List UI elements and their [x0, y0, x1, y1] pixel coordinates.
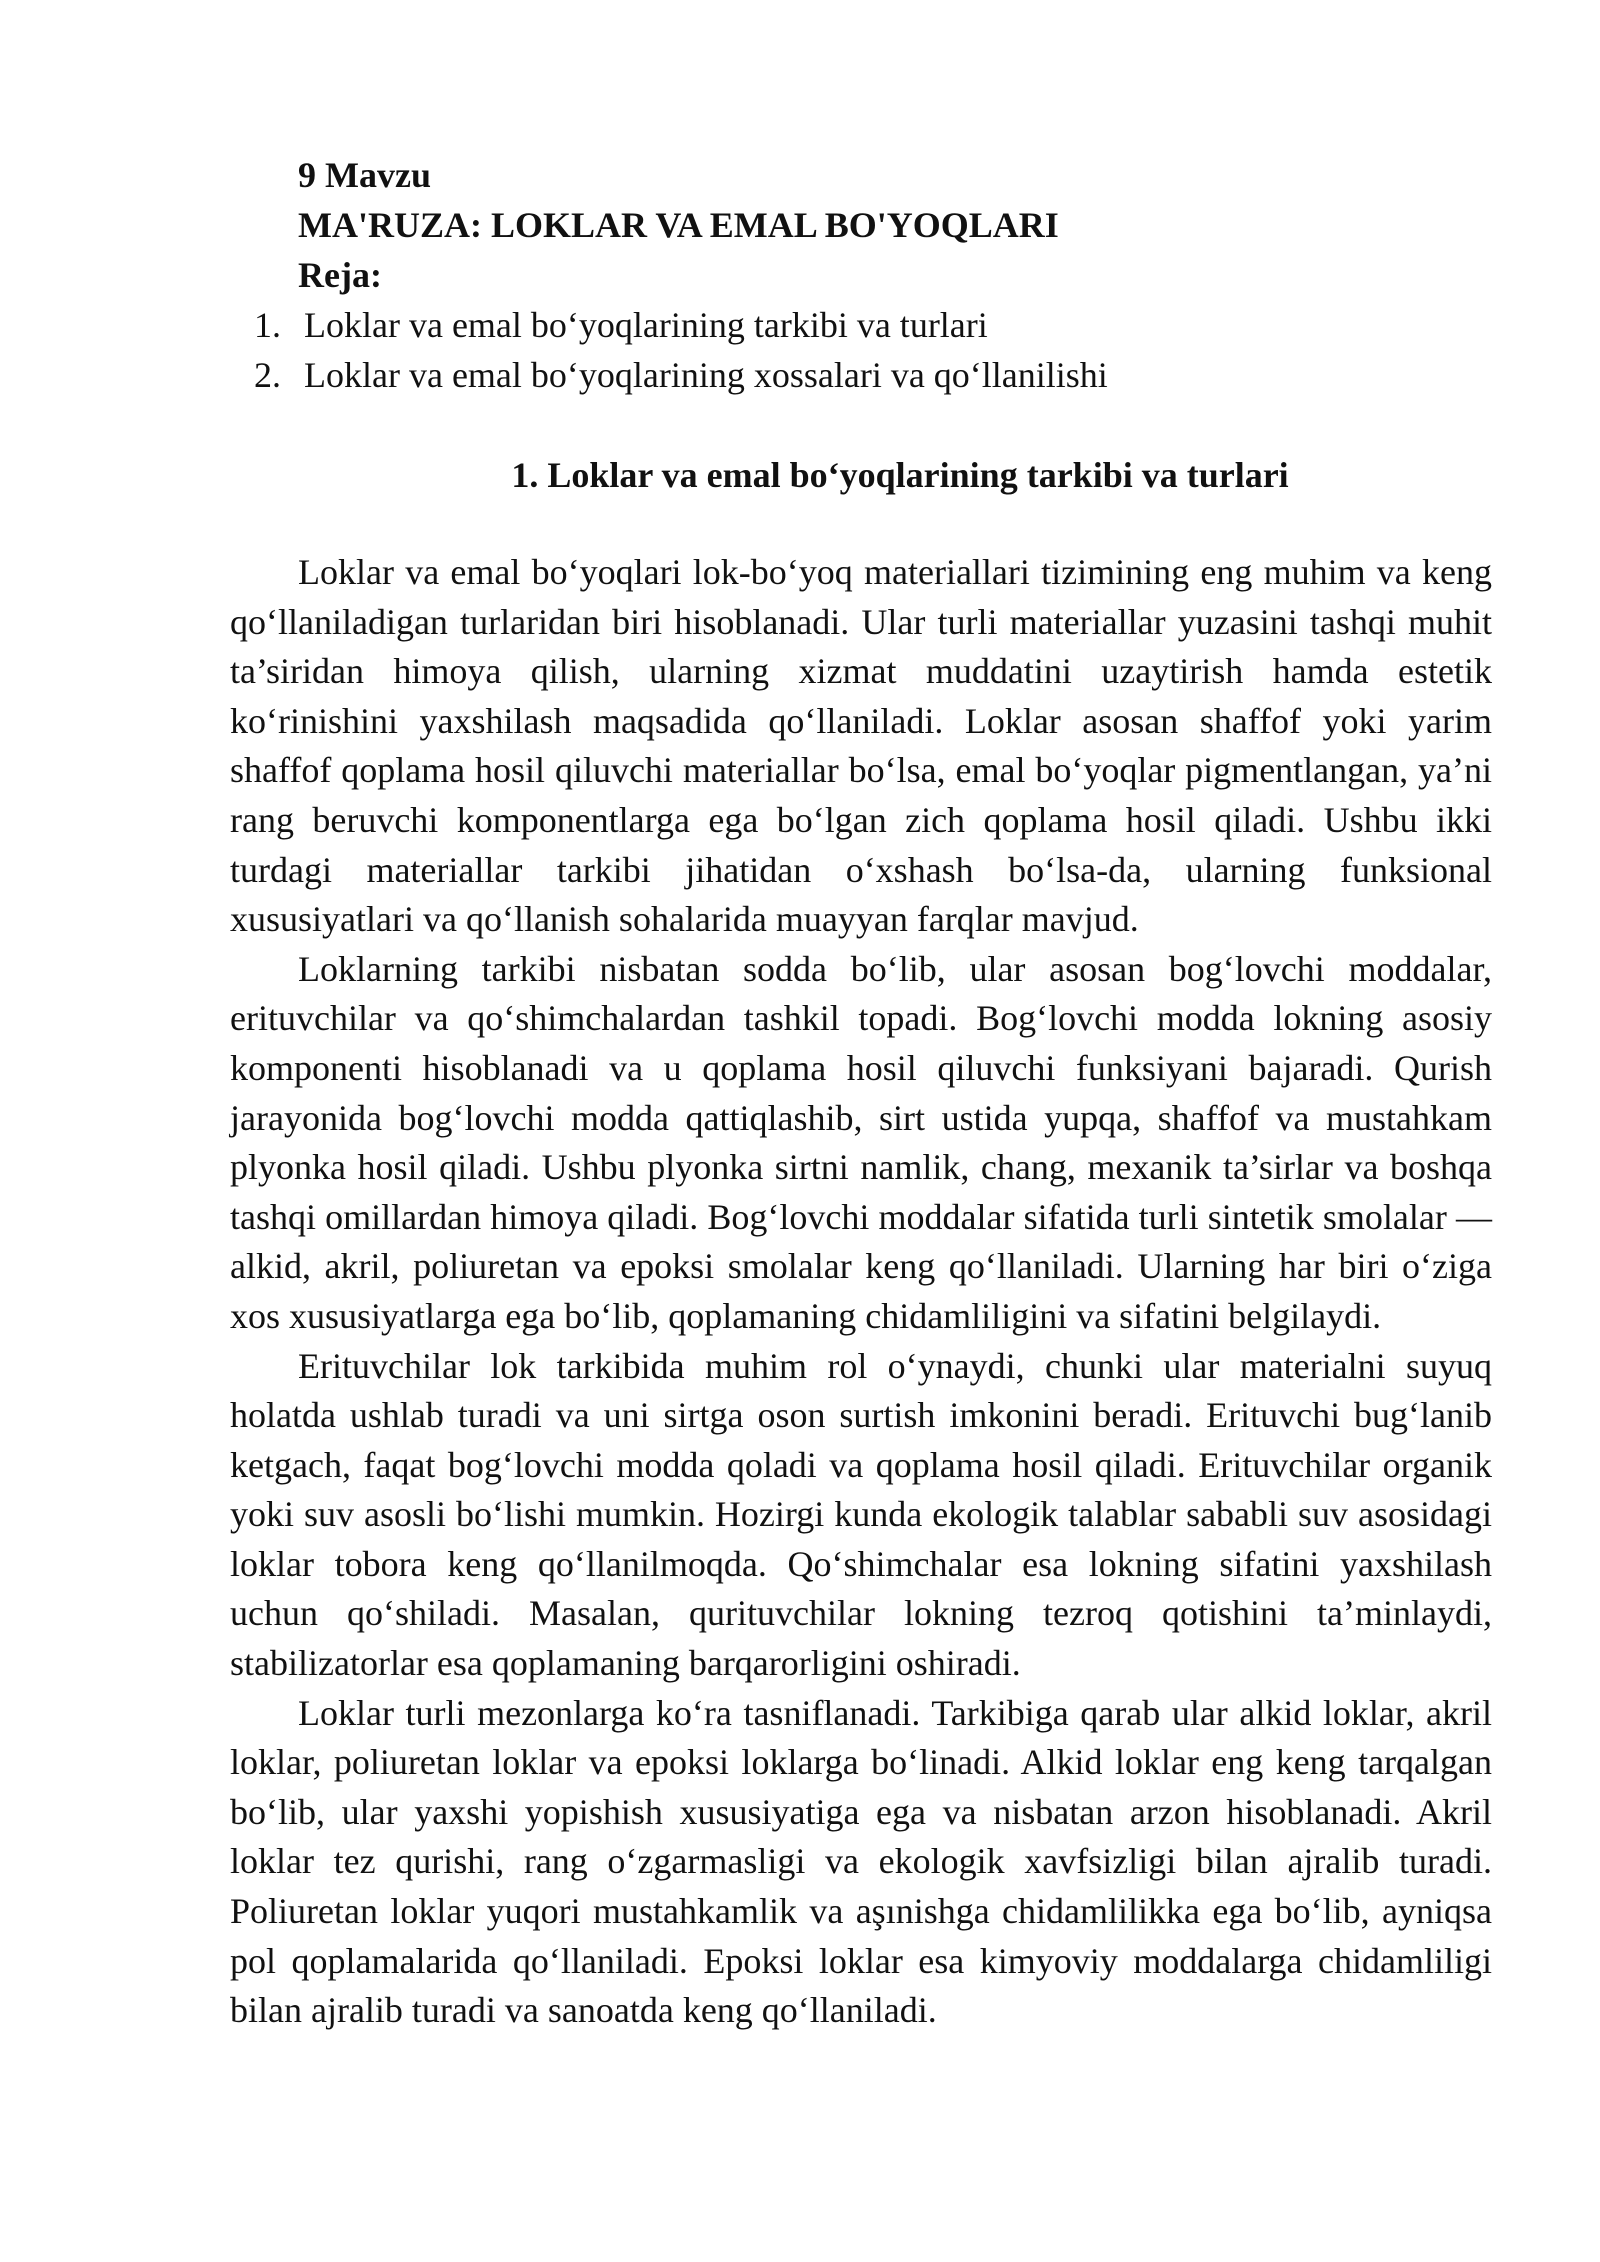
- topic-number: 9 Mavzu: [298, 155, 431, 195]
- plan-list: [254, 300, 1108, 400]
- plan-item-text: Loklar va emal bo‘yoqlarining xossalari va qo‘llanilishi: [304, 355, 1108, 395]
- paragraph: Loklarning tarkibi nisbatan sodda bo‘lib, ular asosan bog‘lovchi moddalar, erituvchilar va qo‘shimchalardan tashkil topadi. Bog‘lovchi modda lokning asosiy komponenti hisoblanadi va u qoplama hosil qiluvchi funksiyani bajaradi. Qurish jarayonida bog‘lovchi modda qattiqlashib, sirt ustida yupqa, shaffof va mustahkam plyonka hosil qiladi. Ushbu plyonka sirtni namlik, chang, mexanik ta’sirlar va boshqa tashqi omillardan himoya qiladi. Bog‘lovchi moddalar sifatida turli sintetik smolalar — alkid, akril, poliuretan va epoksi smolalar keng qo‘llaniladi. Ularning har biri o‘ziga xos xususiyatlarga ega bo‘lib, qoplamaning chidamliligini va sifatini belgilaydi.: [230, 948, 1492, 1336]
- section-heading: 1. Loklar va emal bo‘yoqlarining tarkibi va turlari: [511, 455, 1289, 495]
- plan-label: Reja:: [298, 255, 382, 295]
- paragraph: Erituvchilar lok tarkibida muhim rol o‘ynaydi, chunki ular materialni suyuq holatda ushlab turadi va uni sirtga oson surtish imkonini beradi. Erituvchi bug‘lanib ketgach, faqat bog‘lovchi modda qoladi va qoplama hosil qiladi. Erituvchilar organik yoki suv asosli bo‘lishi mumkin. Hozirgi kunda ekologik talablar sababli suv asosidagi loklar tobora keng qo‘llanilmoqda. Qo‘shimchalar esa lokning sifatini yaxshilash uchun qo‘shiladi. Masalan, qurituvchilar lokning tezroq qotishini ta’minlaydi, stabilizatorlar esa qoplamaning barqarorligini oshiradi.: [230, 1345, 1492, 1684]
- paragraph: Loklar turli mezonlarga ko‘ra tasniflanadi. Tarkibiga qarab ular alkid loklar, akril loklar, poliuretan loklar va epoksi loklarga bo‘linadi. Alkid loklar eng keng tarqalgan bo‘lib, ular yaxshi yopishish xususiyatiga ega va nisbatan arzon hisoblanadi. Akril loklar tez qurishi, rang o‘zgarmasligi va ekologik xavfsizligi bilan ajralib turadi. Poliuretan loklar yuqori mustahkamlik va aşınishga chidamlilikka ega bo‘lib, ayniqsa pol qoplamalarida qo‘llaniladi. Epoksi loklar esa kimyoviy moddalarga chidamliligi bilan ajralib turadi va sanoatda keng qo‘llaniladi.: [230, 1692, 1492, 2031]
- body-text: [230, 548, 1492, 2036]
- paragraph: Loklar va emal bo‘yoqlari lok-bo‘yoq materiallari tizimining eng muhim va keng qo‘llaniladigan turlaridan biri hisoblanadi. Ular turli materiallar yuzasini tashqi muhit ta’siridan himoya qilish, ularning xizmat muddatini uzaytirish hamda estetik ko‘rinishini yaxshilash maqsadida qo‘llaniladi. Loklar asosan shaffof yoki yarim shaffof qoplama hosil qiluvchi materiallar bo‘lsa, emal bo‘yoqlar pigmentlangan, ya’ni rang beruvchi komponentlarga ega bo‘lgan zich qoplama hosil qiladi. Ushbu ikki turdagi materiallar tarkibi jihatidan o‘xshash bo‘lsa-da, ularning funksional xususiyatlari va qo‘llanish sohalarida muayyan farqlar mavjud.: [230, 552, 1492, 940]
- lecture-title: MA'RUZA: LOKLAR VA EMAL BO'YOQLARI: [298, 205, 1059, 245]
- plan-item: [254, 350, 1108, 400]
- plan-item-number: 1.: [254, 305, 281, 345]
- plan-item-text: Loklar va emal bo‘yoqlarining tarkibi va turlari: [304, 305, 988, 345]
- plan-item: [254, 300, 1108, 350]
- plan-item-number: 2.: [254, 355, 281, 395]
